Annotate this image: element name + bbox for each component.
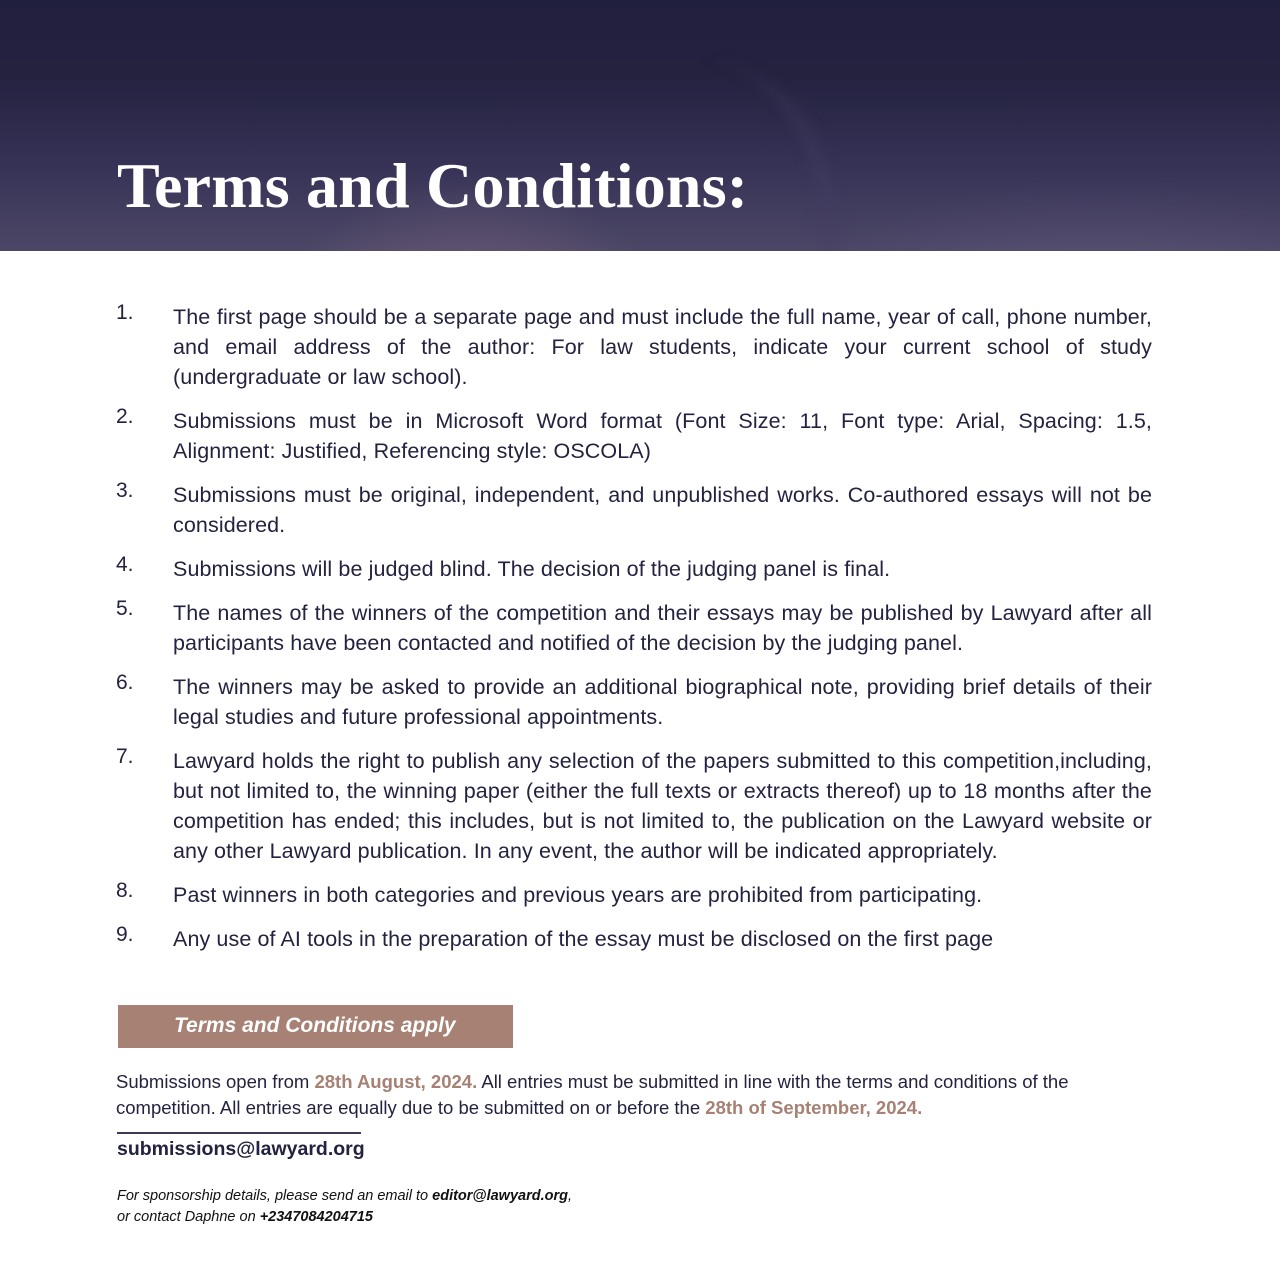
sponsor-email-link[interactable]: editor@lawyard.org bbox=[432, 1188, 568, 1204]
term-text: Submissions must be in Microsoft Word format (Font Size: 11, Font type: Arial, Spacing: 1.5, Alignment: Justified, Referencing style: OSCOLA) bbox=[173, 409, 1152, 463]
term-item-3 bbox=[116, 480, 1152, 540]
term-number: 5. bbox=[116, 597, 134, 620]
sponsor-text-3: or contact Daphne on bbox=[117, 1209, 260, 1225]
terms-list bbox=[116, 302, 1152, 968]
open-date: 28th August, 2024. bbox=[314, 1071, 478, 1092]
term-number: 4. bbox=[116, 553, 134, 576]
page-title: Terms and Conditions: bbox=[117, 150, 749, 221]
header-banner bbox=[0, 0, 1280, 251]
term-text: Submissions will be judged blind. The decision of the judging panel is final. bbox=[173, 557, 891, 581]
sponsor-text-1: For sponsorship details, please send an email to bbox=[117, 1188, 433, 1204]
submission-info bbox=[116, 1069, 1156, 1121]
term-text: Any use of AI tools in the preparation of the essay must be disclosed on the first page bbox=[173, 927, 994, 951]
info-text-2: All entries must be submitted in line with the terms and conditions of the competition. All entries are equally due to be submitted on or before the bbox=[116, 1071, 1069, 1118]
term-number: 2. bbox=[116, 405, 134, 428]
term-item-7 bbox=[116, 746, 1152, 866]
term-number: 7. bbox=[116, 745, 134, 768]
term-number: 6. bbox=[116, 671, 134, 694]
term-text: The first page should be a separate page and must include the full name, year of call, phone number, and email address of the author: For law students, indicate your current school of study (undergraduate or law school). bbox=[173, 305, 1152, 389]
term-item-5 bbox=[116, 598, 1152, 658]
info-text-1: Submissions open from bbox=[116, 1071, 315, 1092]
term-text: Lawyard holds the right to publish any selection of the papers submitted to this competition,including, but not limited to, the winning paper (either the full texts or extracts thereof) up to 18 months after the competition has ended; this includes, but is not limited to, the publication on the Lawyard website or any other Lawyard publication. In any event, the author will be indicated appropriately. bbox=[173, 749, 1152, 863]
submissions-email-link[interactable]: submissions@lawyard.org bbox=[117, 1138, 365, 1160]
term-number: 8. bbox=[116, 879, 134, 902]
term-item-8 bbox=[116, 880, 1152, 910]
term-number: 9. bbox=[116, 923, 134, 946]
term-item-6 bbox=[116, 672, 1152, 732]
term-number: 3. bbox=[116, 479, 134, 502]
term-number: 1. bbox=[116, 301, 134, 324]
term-text: The names of the winners of the competition and their essays may be published by Lawyard after all participants have been contacted and notified of the decision by the judging panel. bbox=[173, 601, 1152, 655]
sponsor-text-2: , bbox=[567, 1188, 572, 1204]
term-text: Submissions must be original, independent, and unpublished works. Co-authored essays will not be considered. bbox=[173, 483, 1152, 537]
term-text: The winners may be asked to provide an additional biographical note, providing brief details of their legal studies and future professional appointments. bbox=[173, 675, 1152, 729]
term-item-4 bbox=[116, 554, 1152, 584]
term-item-9 bbox=[116, 924, 1152, 954]
terms-apply-badge bbox=[118, 1005, 513, 1048]
due-date: 28th of September, 2024. bbox=[705, 1097, 923, 1118]
sponsor-phone[interactable]: +2347084204715 bbox=[259, 1209, 373, 1225]
term-text: Past winners in both categories and previous years are prohibited from participating. bbox=[173, 883, 983, 907]
terms-apply-label: Terms and Conditions apply bbox=[174, 1014, 456, 1037]
term-item-2 bbox=[116, 406, 1152, 466]
sponsorship-note bbox=[117, 1186, 572, 1228]
divider bbox=[117, 1132, 361, 1134]
term-item-1 bbox=[116, 302, 1152, 392]
